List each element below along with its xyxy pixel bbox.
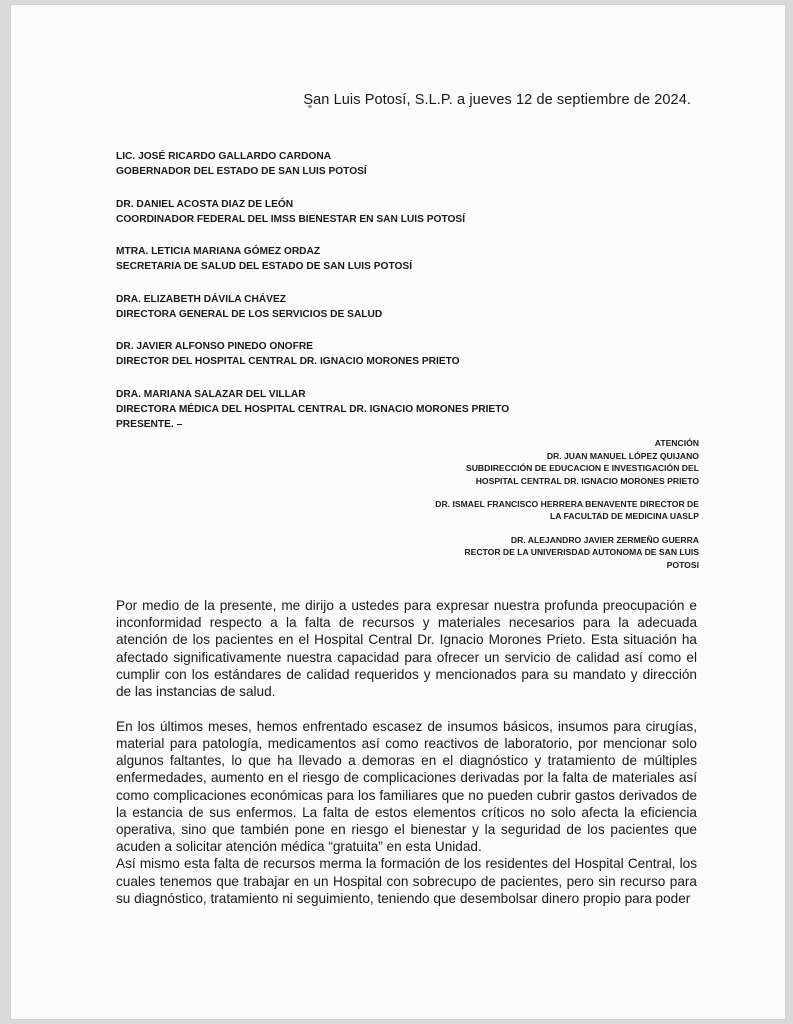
attention-line: LA FACULTAD DE MEDICINA UASLP xyxy=(550,511,699,522)
addressee xyxy=(116,339,576,369)
attention-recipient xyxy=(359,534,699,572)
letter-page xyxy=(10,4,786,1020)
addressee xyxy=(116,149,576,179)
addressee-title: DIRECTORA GENERAL DE LOS SERVICIOS DE SALUD xyxy=(116,308,383,320)
addressee-title: COORDINADOR FEDERAL DEL IMSS BIENESTAR EN SAN LUIS POTOSÍ xyxy=(116,213,466,225)
attention-line: RECTOR DE LA UNIVERISDAD AUTONOMA DE SAN LUIS xyxy=(464,547,699,558)
addressee xyxy=(116,292,576,322)
attention-section xyxy=(359,437,699,582)
attention-line: POTOSI xyxy=(666,559,699,570)
addressee-name: LIC. JOSÉ RICARDO GALLARDO CARDONA xyxy=(116,151,332,162)
attention-line: DR. ISMAEL FRANCISCO HERRERA BENAVENTE DIRECTOR DE xyxy=(435,498,699,509)
addressee-title: DIRECTORA MÉDICA DEL HOSPITAL CENTRAL DR. IGNACIO MORONES PRIETO xyxy=(116,403,510,415)
attention-line: DR. ALEJANDRO JAVIER ZERMEÑO GUERRA xyxy=(510,534,699,545)
attention-recipient xyxy=(359,498,699,523)
addressee xyxy=(116,197,576,227)
date-line: San Luis Potosí, S.L.P. a jueves 12 de septiembre de 2024. xyxy=(303,92,691,108)
attention-line: DR. JUAN MANUEL LÓPEZ QUIJANO xyxy=(546,450,699,461)
addressee-name: DR. DANIEL ACOSTA DIAZ DE LEÓN xyxy=(116,198,294,210)
addressee-name: MTRA. LETICIA MARIANA GÓMEZ ORDAZ xyxy=(116,246,321,257)
body-paragraph: Así mismo esta falta de recursos merma la formación de los residentes del Hospital Central, los cuales tenemos que trabajar en un Hospital con sobrecupo de pacientes, pero sin recurso para su diagnóstico, tratamiento ni seguimiento, teniendo que desembolsar dinero propio para poder xyxy=(116,856,697,906)
attention-line: HOSPITAL CENTRAL DR. IGNACIO MORONES PRIETO xyxy=(475,475,699,486)
addressee-title: DIRECTOR DEL HOSPITAL CENTRAL DR. IGNACIO MORONES PRIETO xyxy=(116,356,460,367)
body-paragraph: Por medio de la presente, me dirijo a ustedes para expresar nuestra profunda preocupación e inconformidad respecto a la falta de recursos y materiales necesarios para la adecuada atención de los pacientes en el Hospital Central Dr. Ignacio Morones Prieto. Esta situación ha afectado significativamente nuestra capacidad para ofrecer un servicio de calidad así como el cumplir con los estándares de calidad requeridos y mencionados para su mandato y dirección de las instancias de salud. xyxy=(116,598,697,700)
attention-line: SUBDIRECCIÓN DE EDUCACION E INVESTIGACIÓN DEL xyxy=(465,463,699,474)
addressee-title: GOBERNADOR DEL ESTADO DE SAN LUIS POTOSÍ xyxy=(116,166,367,177)
addressee-name: DR. JAVIER ALFONSO PINEDO ONOFRE xyxy=(116,341,313,352)
addressee xyxy=(116,244,576,274)
presente-line: PRESENTE. – xyxy=(116,418,183,430)
addressee-title: SECRETARIA DE SALUD DEL ESTADO DE SAN LUIS POTOSÍ xyxy=(116,261,413,272)
addressee-name: DRA. MARIANA SALAZAR DEL VILLAR xyxy=(116,388,306,400)
addressee xyxy=(116,387,576,432)
body-paragraph: En los últimos meses, hemos enfrentado escasez de insumos básicos, insumos para cirugías, material para patología, medicamentos así como reactivos de laboratorio, por mencionar solo algunos faltantes, lo que ha llevado a demoras en el diagnóstico y tratamiento de múltiples enfermedades, aumento en el riesgo de complicaciones derivadas por la falta de materiales así como complicaciones económicas para los familiares que no pueden cubrir gastos derivados de la estancia de sus enfermos. La falta de estos elementos críticos no solo afecta la eficiencia operativa, sino que también pone en riesgo el bienestar y la seguridad de los pacientes que acuden a solicitar atención médica “gratuita” en esta Unidad. xyxy=(116,718,697,855)
attention-recipient xyxy=(359,450,699,488)
attention-heading: ATENCIÓN xyxy=(654,438,699,448)
letter-body xyxy=(116,597,697,907)
addressee-name: DRA. ELIZABETH DÁVILA CHÁVEZ xyxy=(116,293,286,305)
addressee-list xyxy=(116,149,576,432)
